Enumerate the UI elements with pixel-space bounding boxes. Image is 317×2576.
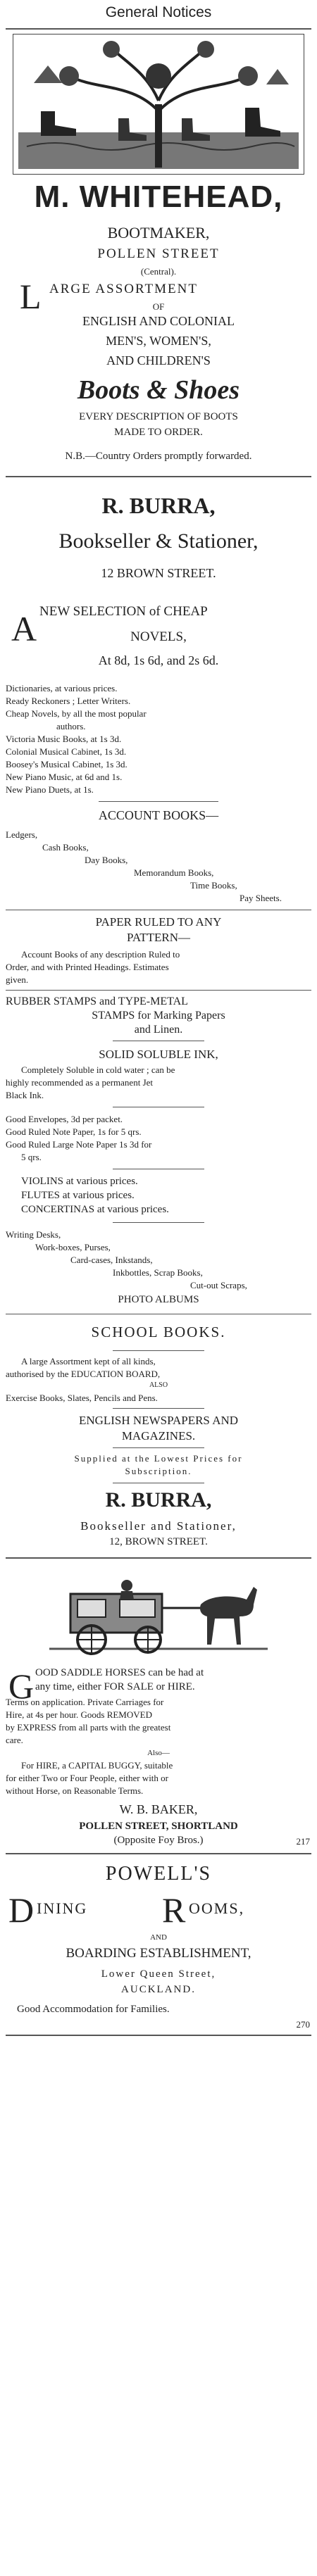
baker-line2: any time, either FOR SALE or HIRE. bbox=[35, 1681, 195, 1692]
supplied-line2: Subscription. bbox=[125, 1466, 192, 1476]
burra-prices: At 8d, 1s 6d, and 2s 6d. bbox=[98, 653, 219, 667]
baker-line6: care. bbox=[6, 1735, 23, 1745]
paper-line1: PAPER RULED TO ANY bbox=[95, 915, 222, 929]
whitehead-street: POLLEN STREET bbox=[97, 246, 220, 261]
account-item: Ledgers, bbox=[6, 829, 38, 840]
powell-ad-number: 270 bbox=[296, 2019, 310, 2030]
desk-item: Work-boxes, Purses, bbox=[35, 1242, 111, 1252]
burra-list-item: Boosey's Musical Cabinet, 1s 3d. bbox=[6, 759, 128, 769]
baker-street: POLLEN STREET, SHORTLAND bbox=[79, 1821, 238, 1832]
violins-line: VIOLINS at various prices. bbox=[21, 1176, 138, 1187]
account-item: Pay Sheets. bbox=[240, 893, 282, 903]
photo-albums: PHOTO ALBUMS bbox=[118, 1294, 199, 1305]
short-rule bbox=[113, 1447, 204, 1448]
powell-street: Lower Queen Street, bbox=[101, 1968, 216, 1980]
short-rule bbox=[113, 1350, 204, 1351]
powell-d-initial: D bbox=[8, 1890, 35, 1930]
whitehead-line1: ENGLISH AND COLONIAL bbox=[82, 314, 235, 328]
powell-rule bbox=[6, 2035, 311, 2036]
desk-item: Inkbottles, Scrap Books, bbox=[113, 1267, 203, 1278]
whitehead-nb: N.B.—Country Orders promptly forwarded. bbox=[65, 451, 252, 462]
desk-item: Cut-out Scraps, bbox=[190, 1280, 247, 1290]
powell-board: BOARDING ESTABLISHMENT, bbox=[66, 1946, 251, 1961]
burra-list-item: Colonial Musical Cabinet, 1s 3d. bbox=[6, 746, 127, 757]
whitehead-every2: MADE TO ORDER. bbox=[114, 427, 203, 438]
whitehead-central: (Central). bbox=[140, 266, 177, 277]
baker-opposite: (Opposite Foy Bros.) bbox=[113, 1835, 204, 1846]
baker-line4: Hire, at 4s per hour. Goods REMOVED bbox=[6, 1709, 152, 1720]
baker-also: Also— bbox=[147, 1749, 170, 1757]
paper-line2: PATTERN— bbox=[126, 931, 191, 944]
env-line4: 5 qrs. bbox=[21, 1152, 42, 1162]
burra-a-rest: NEW SELECTION of CHEAP bbox=[39, 604, 208, 619]
rule bbox=[6, 990, 311, 991]
burra-name: R. BURRA, bbox=[101, 493, 216, 518]
rubber-line1: RUBBER STAMPS and TYPE-METAL bbox=[6, 995, 188, 1007]
baker-g-initial: G bbox=[8, 1666, 35, 1706]
short-rule bbox=[99, 801, 218, 802]
whitehead-line2: MEN'S, WOMEN'S, bbox=[106, 334, 211, 348]
burra-list-item: Victoria Music Books, at 1s 3d. bbox=[6, 734, 122, 744]
burra-rule bbox=[6, 1557, 311, 1559]
whitehead-large-rest: ARGE ASSORTMENT bbox=[49, 282, 198, 296]
school-line1: A large Assortment kept of all kinds, bbox=[21, 1356, 156, 1366]
paper-line5: given. bbox=[6, 974, 29, 985]
boot-shop-illustration bbox=[13, 34, 304, 175]
burra-novels: NOVELS, bbox=[130, 629, 187, 644]
concertinas-line: CONCERTINAS at various prices. bbox=[21, 1204, 169, 1215]
baker-rule bbox=[6, 1853, 311, 1854]
baker-line3: Terms on application. Private Carriages for bbox=[6, 1697, 164, 1707]
section-header: General Notices bbox=[105, 4, 212, 20]
whitehead-boots: Boots & Shoes bbox=[77, 375, 240, 405]
school-line2: authorised by the EDUCATION BOARD, bbox=[6, 1369, 161, 1379]
baker-name: W. B. BAKER, bbox=[119, 1802, 198, 1816]
powell-r-initial: R bbox=[162, 1890, 186, 1930]
burra-list-item: Cheap Novels, by all the most popular bbox=[6, 708, 147, 719]
baker-line9: without Horse, on Reasonable Terms. bbox=[6, 1785, 144, 1796]
whitehead-trade: BOOTMAKER, bbox=[107, 224, 210, 241]
powell-city: AUCKLAND. bbox=[121, 1984, 196, 1995]
env-line2: Good Ruled Note Paper, 1s for 5 qrs. bbox=[6, 1126, 142, 1137]
whitehead-line3: AND CHILDREN'S bbox=[106, 353, 211, 367]
account-head: ACCOUNT BOOKS— bbox=[98, 808, 219, 822]
burra-address-2: 12, BROWN STREET. bbox=[109, 1536, 208, 1547]
supplied-line1: Supplied at the Lowest Prices for bbox=[74, 1453, 243, 1464]
ink-line3: highly recommended as a permanent Jet bbox=[6, 1077, 154, 1088]
english-line2: MAGAZINES. bbox=[121, 1429, 196, 1443]
ink-line1: SOLID SOLUBLE INK, bbox=[99, 1048, 218, 1061]
burra-list-item: New Piano Duets, at 1s. bbox=[6, 784, 94, 795]
whitehead-every1: EVERY DESCRIPTION OF BOOTS bbox=[79, 411, 238, 422]
ink-line2: Completely Soluble in cold water ; can be bbox=[21, 1064, 175, 1075]
baker-line1: OOD SADDLE HORSES can be had at bbox=[35, 1667, 204, 1678]
school-also: ALSO bbox=[149, 1381, 168, 1389]
account-item: Cash Books, bbox=[42, 842, 89, 853]
burra-address: 12 BROWN STREET. bbox=[101, 566, 216, 580]
baker-line7: For HIRE, a CAPITAL BUGGY, suitable bbox=[21, 1760, 173, 1771]
rubber-line3: and Linen. bbox=[134, 1024, 183, 1036]
ink-line4: Black Ink. bbox=[6, 1090, 44, 1100]
powell-families: Good Accommodation for Families. bbox=[17, 2004, 170, 2015]
whitehead-of: OF bbox=[152, 301, 165, 312]
powell-rooms: OOMS, bbox=[189, 1899, 245, 1917]
paper-line3: Account Books of any description Ruled to bbox=[21, 949, 180, 960]
burra-list-item: authors. bbox=[56, 721, 86, 731]
burra-name-2: R. BURRA, bbox=[105, 1488, 212, 1512]
powell-name: POWELL'S bbox=[105, 1863, 212, 1885]
rubber-line2: STAMPS for Marking Papers bbox=[92, 1010, 225, 1022]
school-line3: Exercise Books, Slates, Pencils and Pens. bbox=[6, 1393, 158, 1403]
header-rule bbox=[6, 28, 311, 30]
english-line1: ENGLISH NEWSPAPERS AND bbox=[78, 1414, 239, 1427]
burra-list-item: New Piano Music, at 6d and 1s. bbox=[6, 772, 123, 782]
flutes-line: FLUTES at various prices. bbox=[21, 1190, 135, 1201]
burra-list-item: Dictionaries, at various prices. bbox=[6, 683, 118, 693]
burra-list-item: Ready Reckoners ; Letter Writers. bbox=[6, 696, 131, 706]
baker-ad-number: 217 bbox=[296, 1836, 310, 1847]
powell-dining: INING bbox=[37, 1899, 88, 1917]
whitehead-rule bbox=[6, 476, 311, 477]
account-item: Time Books, bbox=[190, 880, 237, 891]
burra-trade-2: Bookseller and Stationer, bbox=[80, 1519, 237, 1533]
env-line3: Good Ruled Large Note Paper 1s 3d for bbox=[6, 1139, 152, 1150]
desk-item: Writing Desks, bbox=[6, 1229, 61, 1240]
baker-line8: for either Two or Four People, either with or bbox=[6, 1773, 168, 1783]
desk-item: Card-cases, Inkstands, bbox=[70, 1255, 153, 1265]
burra-trade: Bookseller & Stationer, bbox=[58, 529, 259, 553]
account-item: Memorandum Books, bbox=[134, 867, 214, 878]
horse-carriage-illustration bbox=[42, 1566, 275, 1661]
school-books: SCHOOL BOOKS. bbox=[91, 1324, 226, 1340]
whitehead-name: M. WHITEHEAD, bbox=[34, 180, 283, 214]
baker-line5: by EXPRESS from all parts with the greatest bbox=[6, 1722, 171, 1733]
burra-a-initial: A bbox=[11, 609, 37, 648]
paper-line4: Order, and with Printed Headings. Estimates bbox=[6, 962, 169, 972]
powell-and: AND bbox=[150, 1933, 167, 1942]
short-rule bbox=[113, 1408, 204, 1409]
env-line1: Good Envelopes, 3d per packet. bbox=[6, 1114, 123, 1124]
short-rule bbox=[113, 1222, 204, 1223]
whitehead-large-initial: L bbox=[20, 277, 42, 316]
account-item: Day Books, bbox=[85, 855, 128, 865]
